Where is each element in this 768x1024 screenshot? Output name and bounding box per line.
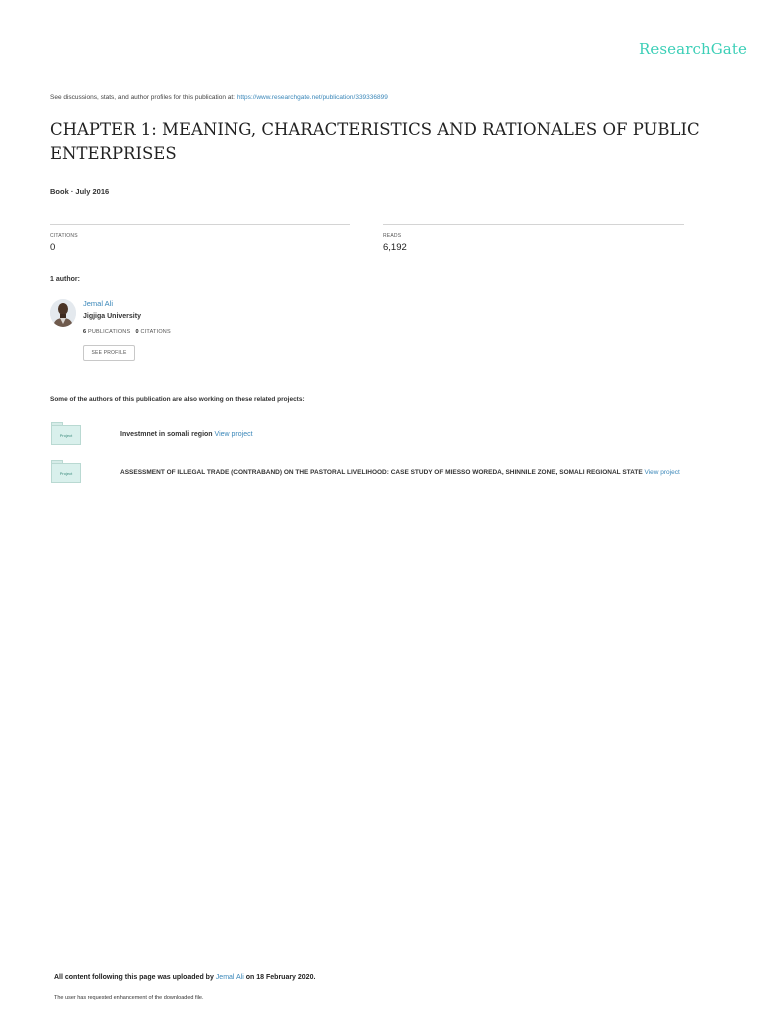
author-citations-label: CITATIONS <box>140 329 171 335</box>
see-profile-button[interactable]: SEE PROFILE <box>83 345 135 361</box>
author-citations-count: 0 <box>135 329 139 335</box>
project-icon-label: Project <box>51 425 81 445</box>
author-publications-label: PUBLICATIONS <box>88 329 131 335</box>
upload-suffix: on 18 February 2020. <box>245 974 316 981</box>
upload-prefix: All content following this page was uploaded by <box>54 974 214 981</box>
researchgate-logo[interactable]: ResearchGate <box>639 40 747 58</box>
author-publications-count: 6 <box>83 329 87 335</box>
author-institution: Jigjiga University <box>83 313 141 320</box>
uploader-link[interactable]: Jemal Ali <box>215 974 244 981</box>
project-title: Investmnet in somali region <box>120 431 213 438</box>
reads-label: READS <box>383 233 402 239</box>
publication-url-link[interactable]: https://www.researchgate.net/publication/339336899 <box>236 94 388 101</box>
discussion-note <box>50 94 388 101</box>
discussion-prefix: See discussions, stats, and author profiles for this publication at: <box>50 94 235 101</box>
view-project-link[interactable]: View project <box>214 431 253 438</box>
authors-heading: 1 author: <box>50 276 80 283</box>
citations-label: CITATIONS <box>50 233 78 239</box>
project-title: ASSESSMENT OF ILLEGAL TRADE (CONTRABAND) ON THE PASTORAL LIVELIHOOD: CASE STUDY OF MIESSO WOREDA, SHINNILE ZONE, SOMALI REGIONAL STATE <box>120 469 643 476</box>
upload-note <box>54 974 315 981</box>
project-folder-icon <box>51 460 81 482</box>
author-avatar[interactable] <box>50 299 76 327</box>
author-stats <box>83 329 171 335</box>
view-project-link[interactable]: View project <box>644 469 680 476</box>
enhancement-note: The user has requested enhancement of the downloaded file. <box>54 995 204 1001</box>
citations-value: 0 <box>50 242 56 253</box>
reads-divider <box>383 224 684 225</box>
project-icon-label: Project <box>51 463 81 483</box>
project-folder-icon <box>51 422 81 444</box>
project-item <box>120 431 253 438</box>
citations-divider <box>50 224 350 225</box>
person-avatar-icon <box>50 299 76 327</box>
author-name-link[interactable]: Jemal Ali <box>83 299 114 308</box>
related-projects-heading: Some of the authors of this publication are also working on these related projects: <box>50 396 305 403</box>
reads-value: 6,192 <box>383 242 407 253</box>
publication-title: CHAPTER 1: MEANING, CHARACTERISTICS AND RATIONALES OF PUBLIC ENTERPRISES <box>50 120 700 163</box>
publication-meta: Book · July 2016 <box>50 187 110 196</box>
project-item <box>120 469 680 476</box>
